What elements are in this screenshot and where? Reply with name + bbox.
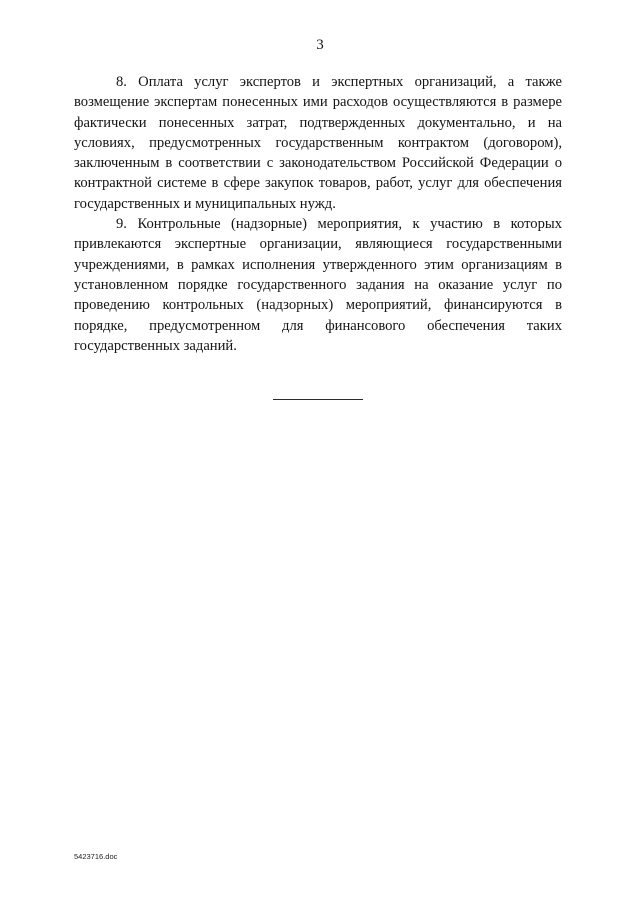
end-separator-line (273, 399, 363, 400)
document-file-id: 5423716.doc (74, 852, 118, 861)
paragraph-item-8: 8. Оплата услуг экспертов и экспертных организаций, а также возмещение экспертам понесенных ими расходов осуществляются в размере фактически понесенных затрат, подтвержденных документально, и на условиях, предусмотренных государственным контрактом (договором), заключенным в соответствии с законодательством Российской Федерации о контрактной системе в сфере закупок товаров, работ, услуг для обеспечения государственных и муниципальных нужд. (74, 74, 562, 212)
paragraph-item-9: 9. Контрольные (надзорные) мероприятия, к участию в которых привлекаются экспертные организации, являющиеся государственными учреждениями, в рамках исполнения утвержденного этим организациям в установленном порядке государственного задания на оказание услуг по проведению контрольных (надзорных) мероприятий, финансируются в порядке, предусмотренном для финансового обеспечения таких государственных заданий. (74, 216, 562, 354)
document-body (74, 72, 562, 356)
page-number: 3 (316, 37, 324, 53)
